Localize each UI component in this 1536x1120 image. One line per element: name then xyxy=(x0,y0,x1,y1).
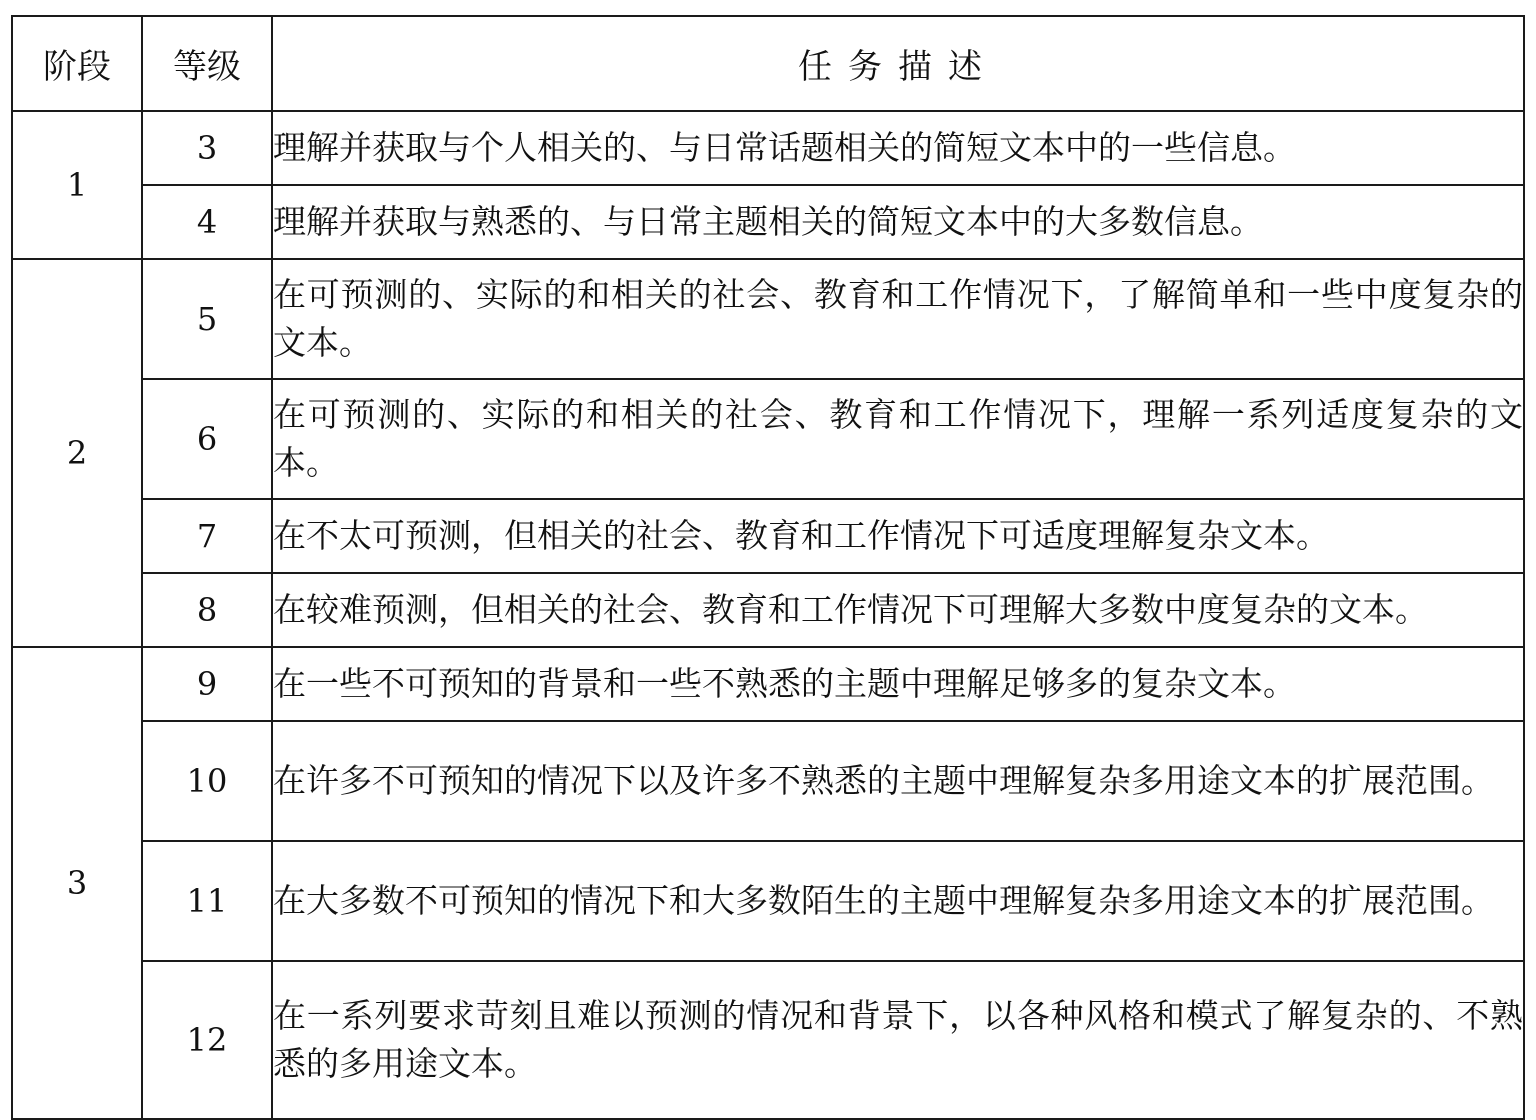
level-cell: 7 xyxy=(142,499,272,573)
description-cell: 在许多不可预知的情况下以及许多不熟悉的主题中理解复杂多用途文本的扩展范围。 xyxy=(272,721,1524,841)
table-row xyxy=(12,721,1524,841)
level-cell: 3 xyxy=(142,111,272,185)
stage-cell: 3 xyxy=(12,647,142,1119)
level-cell: 11 xyxy=(142,841,272,961)
table-row xyxy=(12,379,1524,499)
table-row xyxy=(12,259,1524,379)
level-cell: 10 xyxy=(142,721,272,841)
table-row xyxy=(12,647,1524,721)
description-cell: 在可预测的、实际的和相关的社会、教育和工作情况下，理解一系列适度复杂的文本。 xyxy=(272,379,1524,499)
table-row xyxy=(12,111,1524,185)
table-row xyxy=(12,841,1524,961)
description-cell: 在一些不可预知的背景和一些不熟悉的主题中理解足够多的复杂文本。 xyxy=(272,647,1524,721)
header-description: 任务描述 xyxy=(272,16,1524,111)
table-row xyxy=(12,573,1524,647)
table-row xyxy=(12,499,1524,573)
description-cell: 在较难预测，但相关的社会、教育和工作情况下可理解大多数中度复杂的文本。 xyxy=(272,573,1524,647)
stage-cell: 1 xyxy=(12,111,142,259)
table-row xyxy=(12,185,1524,259)
header-row xyxy=(12,16,1524,111)
header-level: 等级 xyxy=(142,16,272,111)
table-row xyxy=(12,961,1524,1119)
description-cell: 在一系列要求苛刻且难以预测的情况和背景下，以各种风格和模式了解复杂的、不熟悉的多用途文本。 xyxy=(272,961,1524,1119)
level-cell: 5 xyxy=(142,259,272,379)
level-cell: 8 xyxy=(142,573,272,647)
level-cell: 4 xyxy=(142,185,272,259)
description-cell: 在可预测的、实际的和相关的社会、教育和工作情况下，了解简单和一些中度复杂的文本。 xyxy=(272,259,1524,379)
stage-cell: 2 xyxy=(12,259,142,647)
description-cell: 理解并获取与熟悉的、与日常主题相关的简短文本中的大多数信息。 xyxy=(272,185,1524,259)
description-cell: 理解并获取与个人相关的、与日常话题相关的简短文本中的一些信息。 xyxy=(272,111,1524,185)
header-stage: 阶段 xyxy=(12,16,142,111)
level-cell: 6 xyxy=(142,379,272,499)
description-cell: 在大多数不可预知的情况下和大多数陌生的主题中理解复杂多用途文本的扩展范围。 xyxy=(272,841,1524,961)
level-cell: 12 xyxy=(142,961,272,1119)
task-description-table xyxy=(11,15,1525,1120)
description-cell: 在不太可预测，但相关的社会、教育和工作情况下可适度理解复杂文本。 xyxy=(272,499,1524,573)
level-cell: 9 xyxy=(142,647,272,721)
